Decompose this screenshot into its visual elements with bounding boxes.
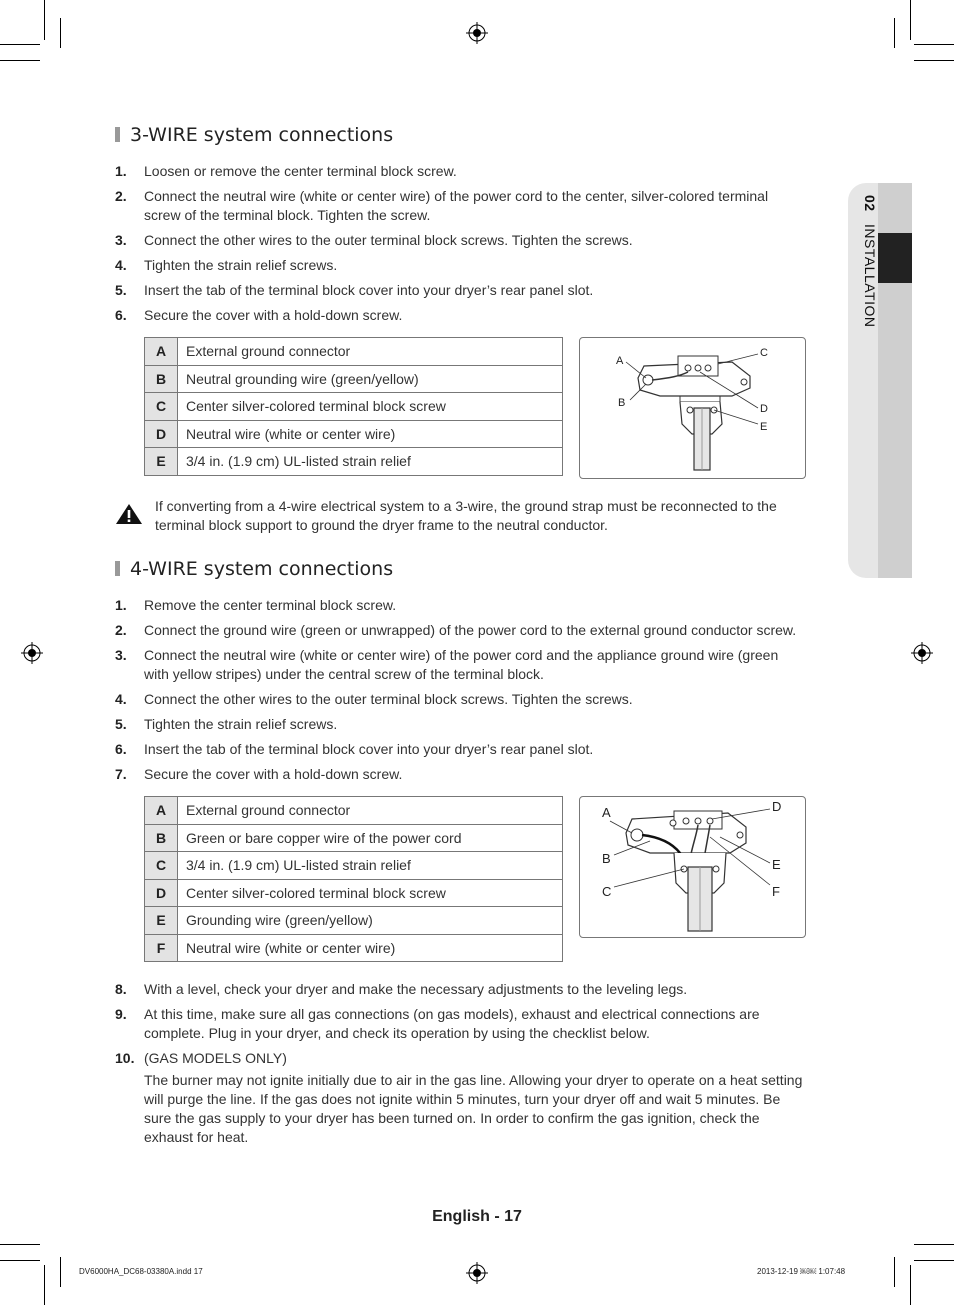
table-row: A External ground connector (145, 338, 563, 366)
terminal-block-4wire-icon (580, 797, 805, 937)
chapter-title: INSTALLATION (862, 223, 878, 328)
list-item: 9. At this time, make sure all gas connections (on gas models), exhaust and electrical connections are complete. Plug in your dryer, and check its operation by using the checklist below. (115, 1006, 760, 1041)
chapter-number: 02 (862, 195, 878, 212)
list-item: 4. Connect the other wires to the outer terminal block screws. Tighten the screws. (115, 691, 633, 707)
side-tab-marker (878, 233, 912, 283)
table-row: A External ground connector (145, 797, 563, 825)
list-item: 7. Secure the cover with a hold-down screw. (115, 766, 403, 782)
figure-label-d: D (760, 403, 768, 415)
figure-label-b: B (618, 397, 626, 409)
registration-mark-icon (466, 1262, 488, 1284)
crop-mark (0, 60, 40, 61)
warning-icon (115, 503, 143, 525)
table-row: D Neutral wire (white or center wire) (145, 420, 563, 448)
terminal-block-diagram-3wire (579, 337, 806, 479)
figure-label-a: A (602, 805, 611, 820)
list-item: 6. Insert the tab of the terminal block cover into your dryer’s rear panel slot. (115, 741, 594, 757)
crop-mark (44, 1265, 45, 1305)
figure-label-c: C (602, 884, 612, 899)
crop-mark (60, 1257, 61, 1287)
table-row: C 3/4 in. (1.9 cm) UL-listed strain relief (145, 852, 563, 880)
crop-mark (894, 1257, 895, 1287)
registration-mark-icon (911, 642, 933, 664)
section-title-4wire: 4-WIRE system connections (115, 558, 393, 580)
list-item: 5. Insert the tab of the terminal block cover into your dryer’s rear panel slot. (115, 282, 594, 298)
legend-table-3wire (144, 337, 563, 476)
crop-mark (910, 0, 911, 40)
terminal-block-3wire-icon (580, 338, 805, 478)
crop-mark (910, 1265, 911, 1305)
list-item: 6. Secure the cover with a hold-down screw. (115, 307, 403, 323)
crop-mark (914, 44, 954, 45)
list-item: 1. Loosen or remove the center terminal block screw. (115, 163, 457, 179)
warning-note: If converting from a 4-wire electrical system to a 3-wire, the ground strap must be reconnected to the terminal block support to ground the dryer frame to the neutral conductor. (155, 498, 777, 533)
crop-mark (0, 1260, 40, 1261)
crop-mark (914, 1260, 954, 1261)
table-row: D Center silver-colored terminal block screw (145, 879, 563, 907)
list-item: 2. Connect the neutral wire (white or center wire) of the power cord to the center, silver-colored terminal screw of the terminal block. Tighten the screw. (115, 188, 769, 223)
crop-mark (894, 18, 895, 48)
list-item: 5. Tighten the strain relief screws. (115, 716, 338, 732)
crop-mark (914, 1244, 954, 1245)
list-item: 4. Tighten the strain relief screws. (115, 257, 338, 273)
section-title-3wire: 3-WIRE system connections (115, 124, 393, 146)
crop-mark (60, 18, 61, 48)
figure-label-d: D (772, 799, 782, 814)
table-row: C Center silver-colored terminal block screw (145, 393, 563, 421)
list-item: 8. With a level, check your dryer and make the necessary adjustments to the leveling legs. (115, 981, 688, 997)
registration-mark-icon (21, 642, 43, 664)
terminal-block-diagram-4wire (579, 796, 806, 938)
legend-table-4wire (144, 796, 563, 962)
gas-models-note: The burner may not ignite initially due to air in the gas line. Allowing your dryer to operate on a heat setting will purge the line. If the gas does not ignite within 5 minutes, turn your dryer off and wait 5 minutes. Be sure the gas supply to your dryer has been turned on. In order to confirm the gas ignition, check the exhaust for heat. (144, 1072, 803, 1145)
steps-list-3wire (115, 162, 805, 331)
steps-list-4wire (115, 596, 805, 790)
list-item: 3. Connect the other wires to the outer terminal block screws. Tighten the screws. (115, 232, 633, 248)
print-slug-date: 2013-12-19 ￼￼ 1:07:48 (757, 1267, 846, 1276)
chapter-label (862, 195, 878, 327)
print-slug-file: DV6000HA_DC68-03380A.indd 17 (79, 1267, 203, 1276)
figure-label-b: B (602, 851, 611, 866)
figure-label-e: E (760, 421, 768, 433)
figure-label-f: F (772, 884, 780, 899)
list-item: 3. Connect the neutral wire (white or center wire) of the power cord and the appliance ground wire (green with yellow stripes) under the central screw of the terminal block. (115, 647, 779, 682)
steps-list-final (115, 980, 805, 1153)
heading-bar-icon (115, 127, 120, 142)
crop-mark (0, 1244, 40, 1245)
table-row: E 3/4 in. (1.9 cm) UL-listed strain relief (145, 448, 563, 476)
figure-label-c: C (760, 347, 768, 359)
crop-mark (914, 60, 954, 61)
crop-mark (0, 44, 40, 45)
table-row: F Neutral wire (white or center wire) (145, 934, 563, 962)
page-number: English - 17 (432, 1208, 522, 1225)
list-item: 1. Remove the center terminal block screw. (115, 597, 397, 613)
figure-label-e: E (772, 857, 781, 872)
table-row: B Green or bare copper wire of the power cord (145, 824, 563, 852)
figure-label-a: A (616, 355, 624, 367)
table-row: E Grounding wire (green/yellow) (145, 907, 563, 935)
list-item: 10. (GAS MODELS ONLY) The burner may not ignite initially due to air in the gas line. Allowing your dryer to operate on a heat setting will purge the line. If the gas does not ignite within 5 minutes, turn your dryer off and wait 5 minutes. Be sure the gas supply to your dryer has been turned on. In order to confirm the gas ignition, check the exhaust for heat. (115, 1049, 805, 1147)
table-row: B Neutral grounding wire (green/yellow) (145, 365, 563, 393)
list-item: 2. Connect the ground wire (green or unwrapped) of the power cord to the external ground conductor screw. (115, 622, 797, 638)
crop-mark (44, 0, 45, 40)
registration-mark-icon (466, 22, 488, 44)
heading-bar-icon (115, 561, 120, 576)
